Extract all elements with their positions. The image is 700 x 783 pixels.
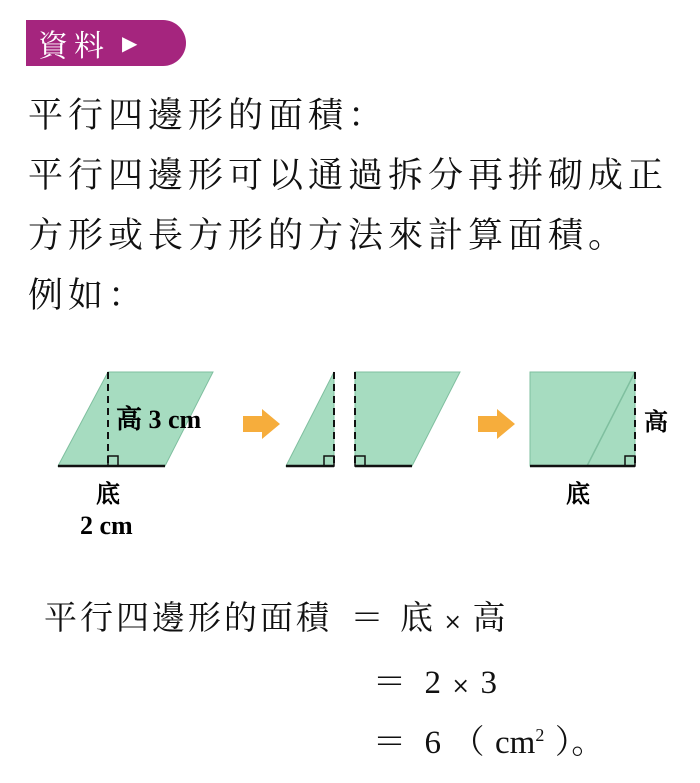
formula-line-2 — [373, 656, 497, 703]
step2-base-value: 2 — [424, 665, 441, 701]
result-open-paren: （ — [451, 722, 485, 761]
parallelogram-diagram — [0, 340, 700, 550]
cut-triangle-shape — [286, 372, 334, 466]
rectangle-base-label: 底 — [566, 479, 590, 508]
result-close-paren: ）。 — [554, 722, 605, 761]
explanation-line-1: 平行四邊形可以通過拆分再拼砌成正 — [28, 156, 669, 196]
play-arrow-icon: ▶ — [122, 31, 138, 55]
base-value-label: 2 cm — [80, 511, 133, 540]
heading-parallelogram-area: 平行四邊形的面積： — [28, 96, 389, 136]
height-label: 高 3 cm — [116, 405, 202, 434]
arrow-right-icon-2 — [478, 409, 515, 439]
tag-label: 資料 — [38, 29, 110, 64]
info-tag — [26, 20, 186, 66]
base-label: 底 — [96, 479, 120, 508]
formula-line-3 — [373, 716, 604, 763]
result-rectangle-shape — [530, 372, 635, 466]
trapezoid-shape — [355, 372, 460, 466]
times-sign-2: × — [451, 674, 470, 699]
equals-sign-2: ＝ — [373, 662, 406, 701]
formula-lhs: 平行四邊形的面積 — [44, 598, 332, 637]
arrow-right-icon — [243, 409, 280, 439]
equals-sign: ＝ — [350, 598, 384, 637]
result-value: 6 — [424, 725, 441, 761]
example-label: 例如： — [28, 276, 149, 316]
result-unit: cm — [495, 725, 536, 761]
formula-line-1 — [44, 592, 505, 639]
formula-height: 高 — [472, 598, 506, 637]
explanation-line-2: 方形或長方形的方法來計算面積。 — [28, 216, 629, 256]
result-exponent: 2 — [535, 725, 545, 745]
step2-height-value: 3 — [480, 665, 497, 701]
equals-sign-3: ＝ — [373, 722, 406, 761]
formula-base: 底 — [400, 598, 433, 637]
rectangle-height-label: 高 — [644, 407, 668, 436]
times-sign: × — [443, 610, 462, 635]
